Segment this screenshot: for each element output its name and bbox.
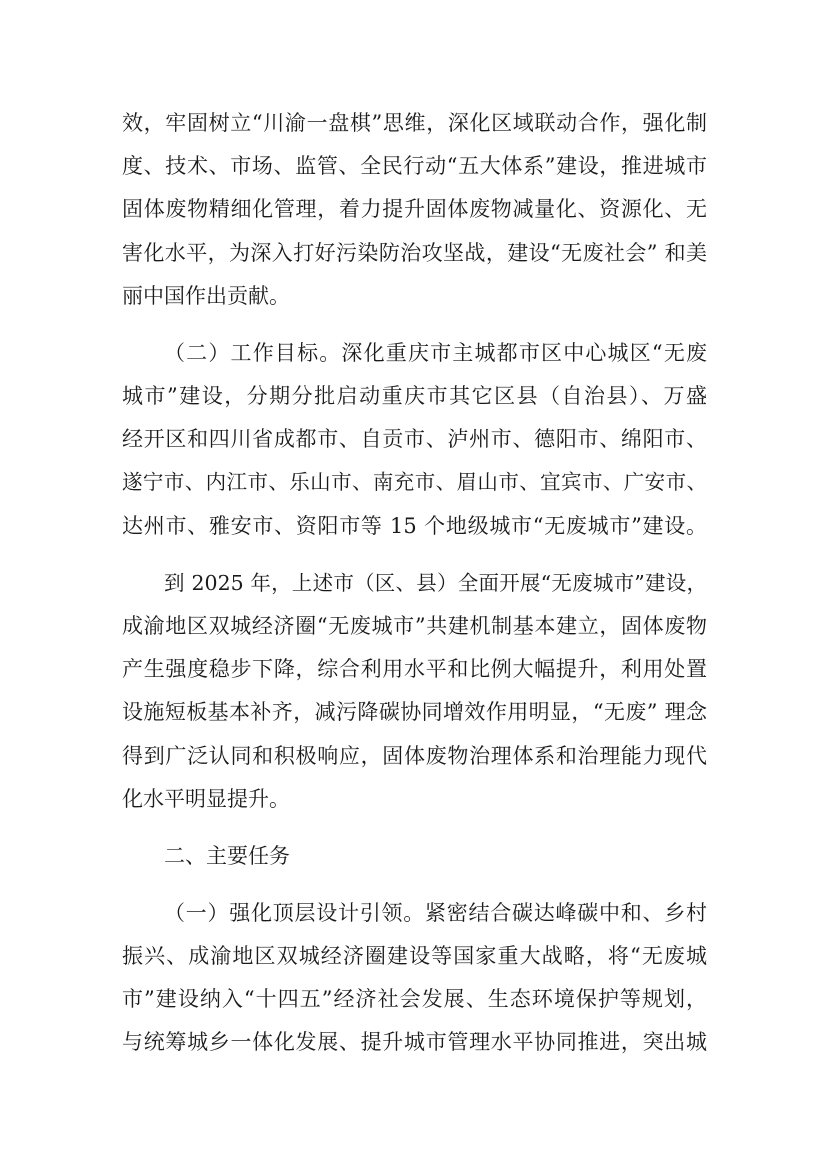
paragraph-2-line-3: 经开区和四川省成都市、自贡市、泸州市、德阳市、绵阳市、 bbox=[122, 427, 707, 451]
section-heading: 二、主要任务 bbox=[164, 844, 290, 868]
paragraph-1-line-3: 固体废物精细化管理，着力提升固体废物减量化、资源化、无 bbox=[122, 197, 707, 221]
paragraph-2-line-1: （二）工作目标。深化重庆市主城都市区中心城区“无废 bbox=[164, 341, 707, 365]
paragraph-1-line-4: 害化水平，为深入打好污染防治攻坚战，建设“无废社会” 和美 bbox=[122, 241, 707, 265]
paragraph-3-line-1: 到 2025 年，上述市（区、县）全面开展“无废城市”建设， bbox=[164, 571, 707, 595]
paragraph-4-line-3: 市”建设纳入“十四五”经济社会发展、生态环境保护等规划， bbox=[122, 987, 707, 1011]
paragraph-2-line-4: 遂宁市、内江市、乐山市、南充市、眉山市、宜宾市、广安市、 bbox=[122, 470, 707, 494]
paragraph-4-line-2: 振兴、成渝地区双城经济圈建设等国家重大战略，将“无废城 bbox=[122, 944, 707, 968]
paragraph-2-line-2: 城市”建设，分期分批启动重庆市其它区县（自治县）、万盛 bbox=[122, 384, 707, 408]
paragraph-3-line-6: 化水平明显提升。 bbox=[122, 787, 290, 811]
paragraph-1-line-2: 度、技术、市场、监管、全民行动“五大体系”建设，推进城市 bbox=[122, 154, 707, 178]
paragraph-1-line-5: 丽中国作出贡献。 bbox=[122, 284, 290, 308]
paragraph-3-line-5: 得到广泛认同和积极响应，固体废物治理体系和治理能力现代 bbox=[122, 744, 707, 768]
paragraph-1-line-1: 效，牢固树立“川渝一盘棋”思维，深化区域联动合作，强化制 bbox=[122, 111, 707, 135]
paragraph-3-line-4: 设施短板基本补齐，减污降碳协同增效作用明显，“无废” 理念 bbox=[122, 700, 707, 724]
paragraph-4-line-4: 与统筹城乡一体化发展、提升城市管理水平协同推进，突出城 bbox=[122, 1030, 707, 1054]
paragraph-2-line-5: 达州市、雅安市、资阳市等 15 个地级城市“无废城市”建设。 bbox=[122, 514, 707, 538]
paragraph-3-line-2: 成渝地区双城经济圈“无废城市”共建机制基本建立，固体废物 bbox=[122, 614, 707, 638]
paragraph-4-line-1: （一）强化顶层设计引领。紧密结合碳达峰碳中和、乡村 bbox=[164, 901, 707, 925]
paragraph-3-line-3: 产生强度稳步下降，综合利用水平和比例大幅提升，利用处置 bbox=[122, 657, 707, 681]
